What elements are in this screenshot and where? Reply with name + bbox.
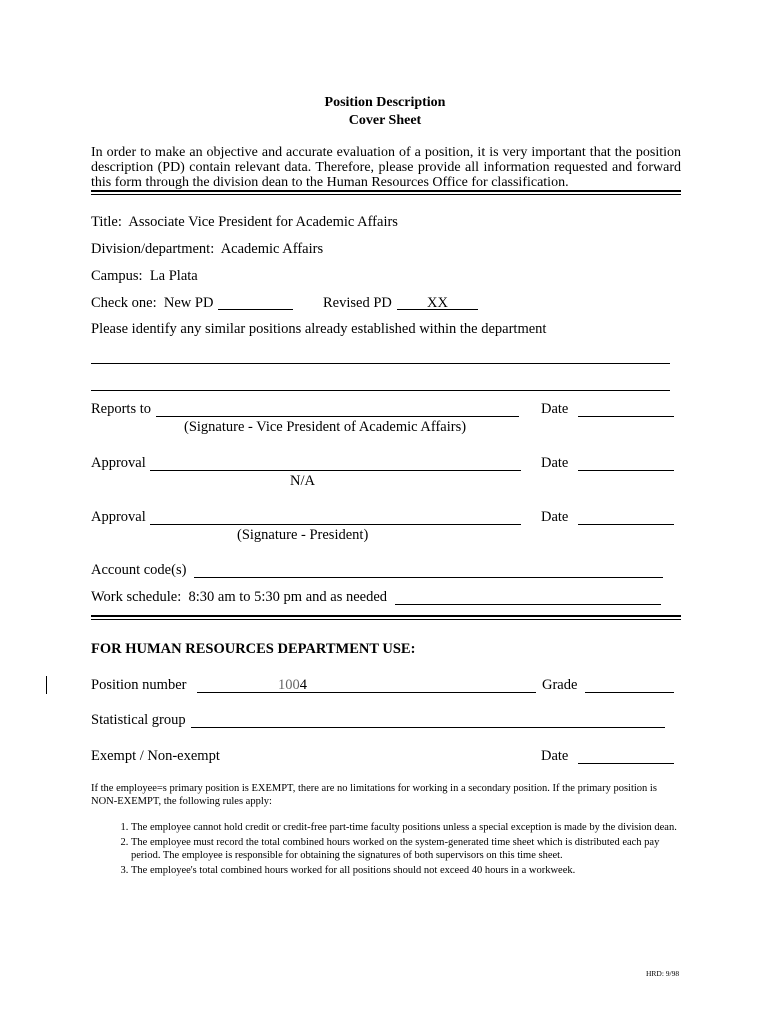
division-label: Division/department: bbox=[91, 241, 215, 257]
reports-to-date-label: Date bbox=[541, 401, 569, 417]
reports-to-signature-caption: (Signature - Vice President of Academic Affairs) bbox=[184, 419, 467, 435]
exempt-label: Exempt / Non-exempt bbox=[91, 748, 220, 764]
approval-1-caption: N/A bbox=[290, 473, 315, 489]
rule-item: 3. The employee's total combined hours worked for all positions should not exceed 40 hours in a workweek. bbox=[131, 864, 681, 877]
work-schedule-line[interactable] bbox=[395, 604, 661, 605]
hr-section-heading: FOR HUMAN RESOURCES DEPARTMENT USE: bbox=[91, 641, 416, 657]
division-field bbox=[91, 241, 323, 258]
title-value[interactable]: Associate Vice President for Academic Affairs bbox=[128, 214, 398, 230]
title-label: Title: bbox=[91, 214, 122, 230]
position-number-value-suffix: 4 bbox=[299, 677, 307, 693]
work-schedule-value[interactable]: 8:30 am to 5:30 pm and as needed bbox=[188, 589, 388, 605]
position-number-value[interactable] bbox=[278, 677, 307, 694]
approval-1-date-label: Date bbox=[541, 455, 569, 471]
check-one-label-group bbox=[91, 295, 213, 312]
approval-1-date-line[interactable] bbox=[578, 470, 674, 471]
top-divider-thin bbox=[91, 194, 681, 195]
reports-to-signature-line[interactable] bbox=[156, 416, 519, 417]
approval-2-date-label: Date bbox=[541, 509, 569, 525]
new-pd-line[interactable] bbox=[218, 309, 293, 310]
position-number-line[interactable] bbox=[197, 692, 536, 693]
account-codes-label: Account code(s) bbox=[91, 562, 187, 578]
rules-intro: If the employee=s primary position is EXEMPT, there are no limitations for working in a secondary position. If the primary position is NON-EXEMPT, the following rules apply: bbox=[91, 783, 657, 807]
reports-to-date-line[interactable] bbox=[578, 416, 674, 417]
approval-1-signature-line[interactable] bbox=[150, 470, 521, 471]
hr-divider bbox=[91, 615, 681, 617]
similar-positions-line-1[interactable] bbox=[91, 363, 670, 364]
statistical-group-line[interactable] bbox=[191, 727, 665, 728]
exempt-date-label: Date bbox=[541, 748, 569, 764]
approval-2-label: Approval bbox=[91, 509, 146, 525]
hr-divider-thin bbox=[91, 619, 681, 620]
page-subtitle: Cover Sheet bbox=[348, 113, 422, 128]
form-code: HRD: 9/98 bbox=[646, 969, 680, 978]
page-title: Position Description bbox=[324, 95, 446, 110]
position-number-label: Position number bbox=[91, 677, 187, 693]
similar-positions-label: Please identify any similar positions already established within the department bbox=[91, 321, 547, 337]
approval-2-date-line[interactable] bbox=[578, 524, 674, 525]
revised-pd-value[interactable]: XX bbox=[427, 295, 448, 311]
approval-2-caption: (Signature - President) bbox=[237, 527, 369, 543]
revised-pd-label: Revised PD bbox=[323, 295, 392, 311]
reports-to-label: Reports to bbox=[91, 401, 152, 417]
campus-label: Campus: bbox=[91, 268, 143, 284]
rules-list bbox=[91, 821, 681, 879]
approval-1-label: Approval bbox=[91, 455, 146, 471]
new-pd-label: New PD bbox=[163, 295, 214, 311]
division-value[interactable]: Academic Affairs bbox=[220, 241, 324, 257]
statistical-group-label: Statistical group bbox=[91, 712, 186, 728]
intro-paragraph: In order to make an objective and accurate evaluation of a position, it is very important that the position description (PD) contain relevant data. Therefore, please provide all information requested and forward this form through the division dean to the Human Resources Office for classification. bbox=[91, 145, 681, 190]
campus-value[interactable]: La Plata bbox=[149, 268, 198, 284]
text-cursor bbox=[46, 676, 47, 694]
similar-positions-line-2[interactable] bbox=[91, 390, 670, 391]
approval-2-signature-line[interactable] bbox=[150, 524, 521, 525]
campus-field bbox=[91, 268, 198, 285]
rule-item: 2. The employee must record the total combined hours worked on the system-generated time sheet which is distributed each pay period. The employee is responsible for obtaining the signatures of both supervisors on this time sheet. bbox=[131, 836, 681, 862]
title-field bbox=[91, 214, 398, 231]
grade-label: Grade bbox=[542, 677, 578, 693]
account-codes-line[interactable] bbox=[194, 577, 663, 578]
rule-item: 1. The employee cannot hold credit or credit-free part-time faculty positions unless a special exception is made by the division dean. bbox=[131, 821, 681, 834]
work-schedule-label: Work schedule: bbox=[91, 589, 182, 605]
position-number-value-prefix: 100 bbox=[278, 677, 300, 693]
check-one-label: Check one: bbox=[91, 295, 157, 311]
work-schedule-field bbox=[91, 589, 387, 606]
grade-line[interactable] bbox=[585, 692, 674, 693]
top-divider bbox=[91, 190, 681, 192]
exempt-date-line[interactable] bbox=[578, 763, 674, 764]
